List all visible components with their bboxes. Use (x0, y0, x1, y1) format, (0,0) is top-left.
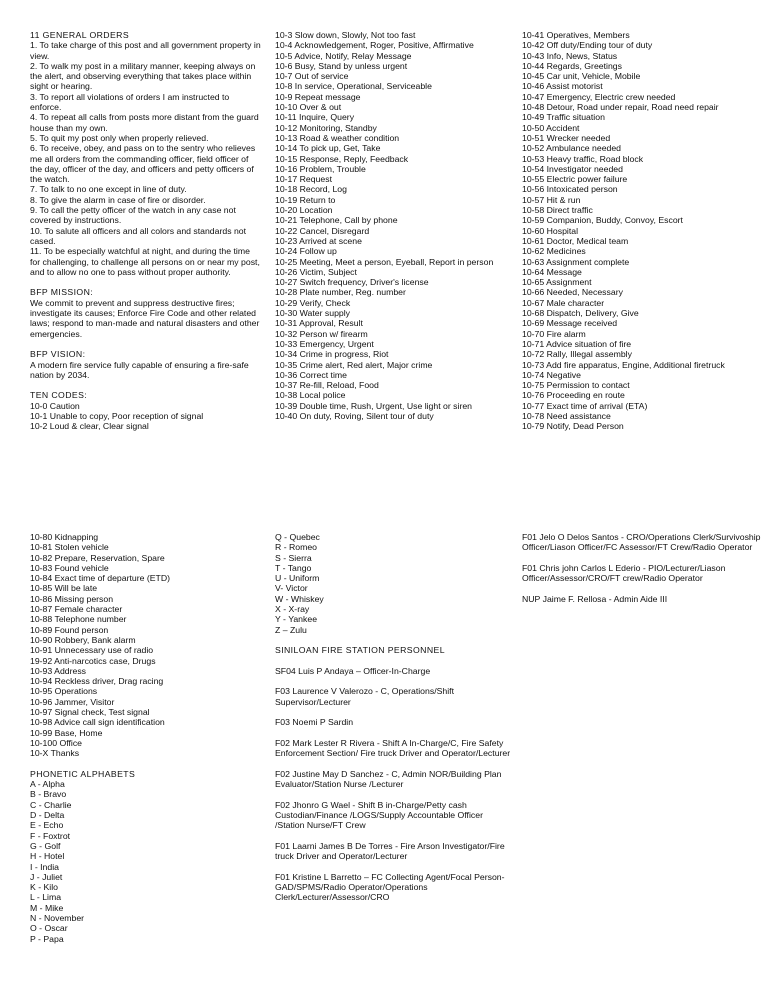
ten-code-item: 10-14 To pick up, Get, Take (275, 143, 381, 154)
ten-code-item: 10-71 Advice situation of fire (522, 338, 632, 349)
ten-code-item: 10-50 Accident (522, 122, 580, 133)
phonetic-item: M - Mike (30, 902, 64, 913)
phonetic-item: T - Tango (275, 562, 312, 573)
ten-code-item: 10-40 On duty, Roving, Silent tour of duty (275, 410, 434, 421)
phonetic-list-1 (30, 779, 262, 944)
ten-code-item: 10-39 Double time, Rush, Urgent, Use light or siren (275, 400, 473, 411)
ten-code-item: 10-52 Ambulance needed (522, 143, 622, 154)
ten-code-item: 10-69 Message received (522, 318, 618, 329)
phonetic-item: E - Echo (30, 820, 64, 831)
ten-code-item: 10-3 Slow down, Slowly, Not too fast (275, 30, 416, 40)
phonetic-item: S - Sierra (275, 552, 312, 563)
ten-code-item: 10-10 Over & out (275, 102, 342, 113)
ten-code-item: 10-68 Dispatch, Delivery, Give (522, 308, 639, 319)
personnel-item: F03 Noemi P Sardin (275, 717, 354, 728)
ten-code-item: 10-55 Electric power failure (522, 174, 628, 185)
ten-code-item: 10-90 Robbery, Bank alarm (30, 634, 136, 645)
ten-code-item: 10-91 Unnecessary use of radio (30, 645, 154, 656)
ten-code-item: 10-35 Crime alert, Red alert, Major crime (275, 359, 433, 370)
ten-code-item: 10-81 Stolen vehicle (30, 542, 109, 553)
ten-code-item: 10-84 Exact time of departure (ETD) (30, 573, 171, 584)
personnel-list-2 (522, 532, 762, 604)
phonetic-item: U - Uniform (275, 573, 320, 584)
ten-codes-column-2 (275, 30, 511, 421)
personnel-item: SF04 Luis P Andaya – Officer-In-Charge (275, 665, 431, 676)
personnel-list-1 (275, 666, 511, 903)
ten-codes-heading: TEN CODES: (30, 390, 88, 401)
ten-code-item: 10-72 Rally, Illegal assembly (522, 349, 632, 360)
ten-code-item: 10-78 Need assistance (522, 410, 611, 421)
ten-code-item: 10-67 Male character (522, 297, 605, 308)
personnel-item: F01 Jelo O Delos Santos - CRO/Operations Clerk/Survivoship Officer/Liason Officer/FC Assessor/FT Crew/Radio Operator (522, 532, 761, 553)
phonetic-item: D - Delta (30, 810, 65, 821)
ten-code-item: 10-38 Local police (275, 390, 346, 401)
ten-code-item: 10-48 Detour, Road under repair, Road need repair (522, 102, 719, 113)
phonetic-item: P - Papa (30, 933, 64, 944)
ten-code-item: 10-88 Telephone number (30, 614, 127, 625)
personnel-heading: SINILOAN FIRE STATION PERSONNEL (275, 645, 445, 656)
ten-code-item: 10-22 Cancel, Disregard (275, 225, 370, 236)
ten-code-item: 10-18 Record, Log (275, 184, 347, 195)
bottom-right-column (522, 532, 762, 614)
ten-code-item: 10-60 Hospital (522, 225, 579, 236)
personnel-item: F02 Justine May D Sanchez - C, Admin NOR/Building Plan Evaluator/Station Nurse /Lecturer (275, 768, 502, 790)
ten-code-item: 10-53 Heavy traffic, Road block (522, 153, 644, 164)
general-order-item: 8. To give the alarm in case of fire or disorder. (30, 194, 206, 205)
personnel-item: F03 Laurence V Valerozo - C, Operations/Shift Supervisor/Lecturer (275, 686, 454, 707)
phonetic-item: Q - Quebec (275, 532, 320, 542)
general-order-item: 6. To receive, obey, and pass on to the sentry who relieves me all orders from the commanding officer, field officer of the day, officer of the day, and officers and petty officers of the watch. (30, 143, 256, 185)
ten-code-item: 10-21 Telephone, Call by phone (275, 215, 398, 226)
ten-code-item: 10-20 Location (275, 205, 333, 216)
ten-code-item: 10-27 Switch frequency, Driver's license (275, 277, 429, 288)
phonetic-item: G - Golf (30, 840, 61, 851)
bottom-left-column (30, 532, 262, 944)
phonetic-item: C - Charlie (30, 799, 72, 810)
general-order-item: 10. To salute all officers and all colors and standards not cased. (30, 225, 247, 246)
ten-code-item: 10-86 Missing person (30, 593, 114, 604)
ten-code-item: 10-83 Found vehicle (30, 562, 109, 573)
ten-code-item: 10-51 Wrecker needed (522, 132, 611, 143)
ten-code-item: 10-79 Notify, Dead Person (522, 421, 624, 432)
phonetic-item: A - Alpha (30, 779, 65, 790)
ten-code-item: 10-93 Address (30, 665, 87, 676)
ten-code-item: 10-89 Found person (30, 624, 109, 635)
ten-code-item: 10-15 Response, Reply, Feedback (275, 153, 409, 164)
ten-code-item: 10-28 Plate number, Reg. number (275, 287, 406, 298)
ten-code-item: 19-92 Anti-narcotics case, Drugs (30, 655, 156, 666)
ten-code-item: 10-76 Proceeding en route (522, 390, 625, 401)
ten-code-item: 10-95 Operations (30, 686, 98, 697)
phonetic-item: H - Hotel (30, 851, 65, 862)
ten-code-item: 10-77 Exact time of arrival (ETA) (522, 400, 648, 411)
ten-code-item: 10-98 Advice call sign identification (30, 717, 165, 728)
ten-codes-column-3 (522, 30, 762, 432)
vision-heading: BFP VISION: (30, 349, 86, 360)
phonetic-list-2 (275, 532, 511, 635)
ten-code-item: 10-70 Fire alarm (522, 328, 586, 339)
ten-code-item: 10-1 Unable to copy, Poor reception of signal (30, 410, 204, 421)
ten-code-item: 10-66 Needed, Necessary (522, 287, 623, 298)
ten-code-item: 10-6 Busy, Stand by unless urgent (275, 60, 408, 71)
phonetic-item: X - X-ray (275, 604, 310, 615)
personnel-item: F02 Jhonro G Wael - Shift B in-Charge/Petty cash Custodian/Finance /LOGS/Supply Accountable Officer /Station Nurse/FT Crew (275, 799, 483, 831)
ten-code-item: 10-0 Caution (30, 400, 80, 411)
ten-code-item: 10-11 Inquire, Query (275, 112, 355, 123)
ten-codes-continued-list (30, 532, 262, 759)
ten-code-item: 10-56 Intoxicated person (522, 184, 618, 195)
ten-code-item: 10-X Thanks (30, 748, 80, 759)
ten-code-item: 10-59 Companion, Buddy, Convoy, Escort (522, 215, 683, 226)
ten-code-item: 10-96 Jammer, Visitor (30, 696, 115, 707)
ten-code-item: 10-25 Meeting, Meet a person, Eyeball, Report in person (275, 256, 494, 267)
personnel-item: F01 Chris john Carlos L Ederio - PIO/Lecturer/Liason Officer/Assessor/CRO/FT crew/Radio Operator (522, 562, 726, 584)
personnel-item: F01 Laarni James B De Torres - Fire Arson Investigator/Fire truck Driver and Operator/Lecturer (275, 840, 505, 862)
ten-code-item: 10-24 Follow up (275, 246, 337, 257)
ten-code-item: 10-43 Info, News, Status (522, 50, 618, 61)
ten-code-item: 10-100 Office (30, 737, 82, 748)
phonetic-item: W - Whiskey (275, 593, 324, 604)
ten-code-item: 10-31 Approval, Result (275, 318, 363, 329)
ten-code-item: 10-16 Problem, Trouble (275, 163, 366, 174)
ten-code-item: 10-29 Verify, Check (275, 297, 351, 308)
ten-code-item: 10-47 Emergency, Electric crew needed (522, 91, 676, 102)
ten-code-item: 10-97 Signal check, Test signal (30, 707, 150, 718)
ten-code-item: 10-13 Road & weather condition (275, 132, 400, 143)
phonetic-item: F - Foxtrot (30, 830, 71, 841)
mission-text: We commit to prevent and suppress destructive fires; investigate its causes; Enforce Fire Code and other related laws; respond to man-made and natural disasters and other emergencies. (30, 297, 260, 339)
ten-code-item: 10-30 Water supply (275, 308, 351, 319)
phonetic-item: R - Romeo (275, 542, 317, 553)
ten-code-item: 10-54 Investigator needed (522, 163, 623, 174)
phonetic-item: V- Victor (275, 583, 308, 594)
ten-code-item: 10-7 Out of service (275, 71, 349, 82)
phonetic-item: L - Lima (30, 892, 62, 903)
ten-code-item: 10-85 Will be late (30, 583, 98, 594)
ten-code-item: 10-26 Victim, Subject (275, 266, 357, 277)
ten-code-item: 10-61 Doctor, Medical team (522, 235, 629, 246)
phonetic-heading: PHONETIC ALPHABETS (30, 768, 136, 779)
ten-code-item: 10-46 Assist motorist (522, 81, 603, 92)
ten-code-item: 10-37 Re-fill, Reload, Food (275, 380, 379, 391)
ten-code-item: 10-65 Assignment (522, 277, 592, 288)
ten-code-item: 10-82 Prepare, Reservation, Spare (30, 552, 165, 563)
phonetic-item: N - November (30, 912, 85, 923)
ten-code-item: 10-49 Traffic situation (522, 112, 605, 123)
ten-code-item: 10-19 Return to (275, 194, 336, 205)
general-orders-heading: 11 GENERAL ORDERS (30, 30, 130, 40)
general-orders-list (30, 40, 262, 277)
phonetic-item: J - Juliet (30, 871, 63, 882)
ten-code-item: 10-87 Female character (30, 604, 123, 615)
general-order-item: 3. To report all violations of orders I am instructed to enforce. (30, 91, 230, 113)
personnel-item: NUP Jaime F. Rellosa - Admin Aide III (522, 593, 668, 604)
ten-code-item: 10-12 Monitoring, Standby (275, 122, 377, 133)
general-order-item: 7. To talk to no one except in line of duty. (30, 184, 187, 195)
ten-code-item: 10-23 Arrived at scene (275, 235, 362, 246)
ten-code-item: 10-57 Hit & run (522, 194, 581, 205)
ten-code-item: 10-34 Crime in progress, Riot (275, 349, 389, 360)
ten-code-item: 10-94 Reckless driver, Drag racing (30, 676, 164, 687)
ten-code-item: 10-44 Regards, Greetings (522, 60, 622, 71)
ten-code-item: 10-5 Advice, Notify, Relay Message (275, 50, 412, 61)
ten-code-item: 10-45 Car unit, Vehicle, Mobile (522, 71, 641, 82)
ten-code-item: 10-32 Person w/ firearm (275, 328, 368, 339)
general-order-item: 9. To call the petty officer of the watch in any case not covered by instructions. (30, 205, 236, 226)
bottom-middle-column (275, 532, 511, 913)
general-order-item: 2. To walk my post in a military manner, keeping always on the alert, and observing everything that takes place within sight or hearing. (30, 60, 256, 92)
ten-code-item: 10-42 Off duty/Ending tour of duty (522, 40, 653, 51)
phonetic-item: Z – Zulu (275, 624, 307, 635)
general-order-item: 1. To take charge of this post and all government property in view. (30, 40, 261, 61)
ten-code-item: 10-2 Loud & clear, Clear signal (30, 421, 149, 432)
general-order-item: 5. To quit my post only when properly relieved. (30, 132, 209, 143)
general-orders-column (30, 30, 262, 432)
ten-code-item: 10-36 Correct time (275, 369, 347, 380)
ten-code-item: 10-33 Emergency, Urgent (275, 338, 374, 349)
ten-code-item: 10-9 Repeat message (275, 91, 361, 102)
personnel-item: F01 Kristine L Barretto – FC Collecting Agent/Focal Person-GAD/SPMS/Radio Operator/Operations Clerk/Lecturer/Assessor/CRO (275, 871, 505, 903)
phonetic-item: Y - Yankee (275, 614, 318, 625)
phonetic-item: K - Kilo (30, 882, 59, 893)
mission-heading: BFP MISSION: (30, 287, 94, 298)
ten-code-item: 10-4 Acknowledgement, Roger, Positive, Affirmative (275, 40, 474, 51)
ten-code-item: 10-41 Operatives, Members (522, 30, 630, 40)
ten-code-item: 10-62 Medicines (522, 246, 586, 257)
ten-code-item: 10-17 Request (275, 174, 332, 185)
ten-code-item: 10-99 Base, Home (30, 727, 103, 738)
ten-code-item: 10-64 Message (522, 266, 582, 277)
phonetic-item: I - India (30, 861, 59, 872)
personnel-item: F02 Mark Lester R Rivera - Shift A In-Charge/C, Fire Safety Enforcement Section/ Fire truck Driver and Operator/Lecturer (275, 737, 511, 759)
ten-code-item: 10-74 Negative (522, 369, 581, 380)
ten-code-item: 10-75 Permission to contact (522, 380, 630, 391)
phonetic-item: O - Oscar (30, 923, 68, 934)
ten-code-item: 10-8 In service, Operational, Serviceable (275, 81, 432, 92)
ten-code-item: 10-63 Assignment complete (522, 256, 630, 267)
ten-code-item: 10-80 Kidnapping (30, 532, 99, 542)
ten-code-item: 10-58 Direct traffic (522, 205, 593, 216)
ten-code-item: 10-73 Add fire apparatus, Engine, Additional firetruck (522, 359, 725, 370)
general-order-item: 4. To repeat all calls from posts more distant from the guard house than my own. (30, 112, 259, 133)
phonetic-item: B - Bravo (30, 789, 67, 800)
general-order-item: 11. To be especially watchful at night, and during the time for challenging, to challenge all persons on or near my post, and to allow no one to pass without proper authority. (30, 246, 260, 277)
vision-text: A modern fire service fully capable of ensuring a fire-safe nation by 2034. (30, 359, 249, 380)
